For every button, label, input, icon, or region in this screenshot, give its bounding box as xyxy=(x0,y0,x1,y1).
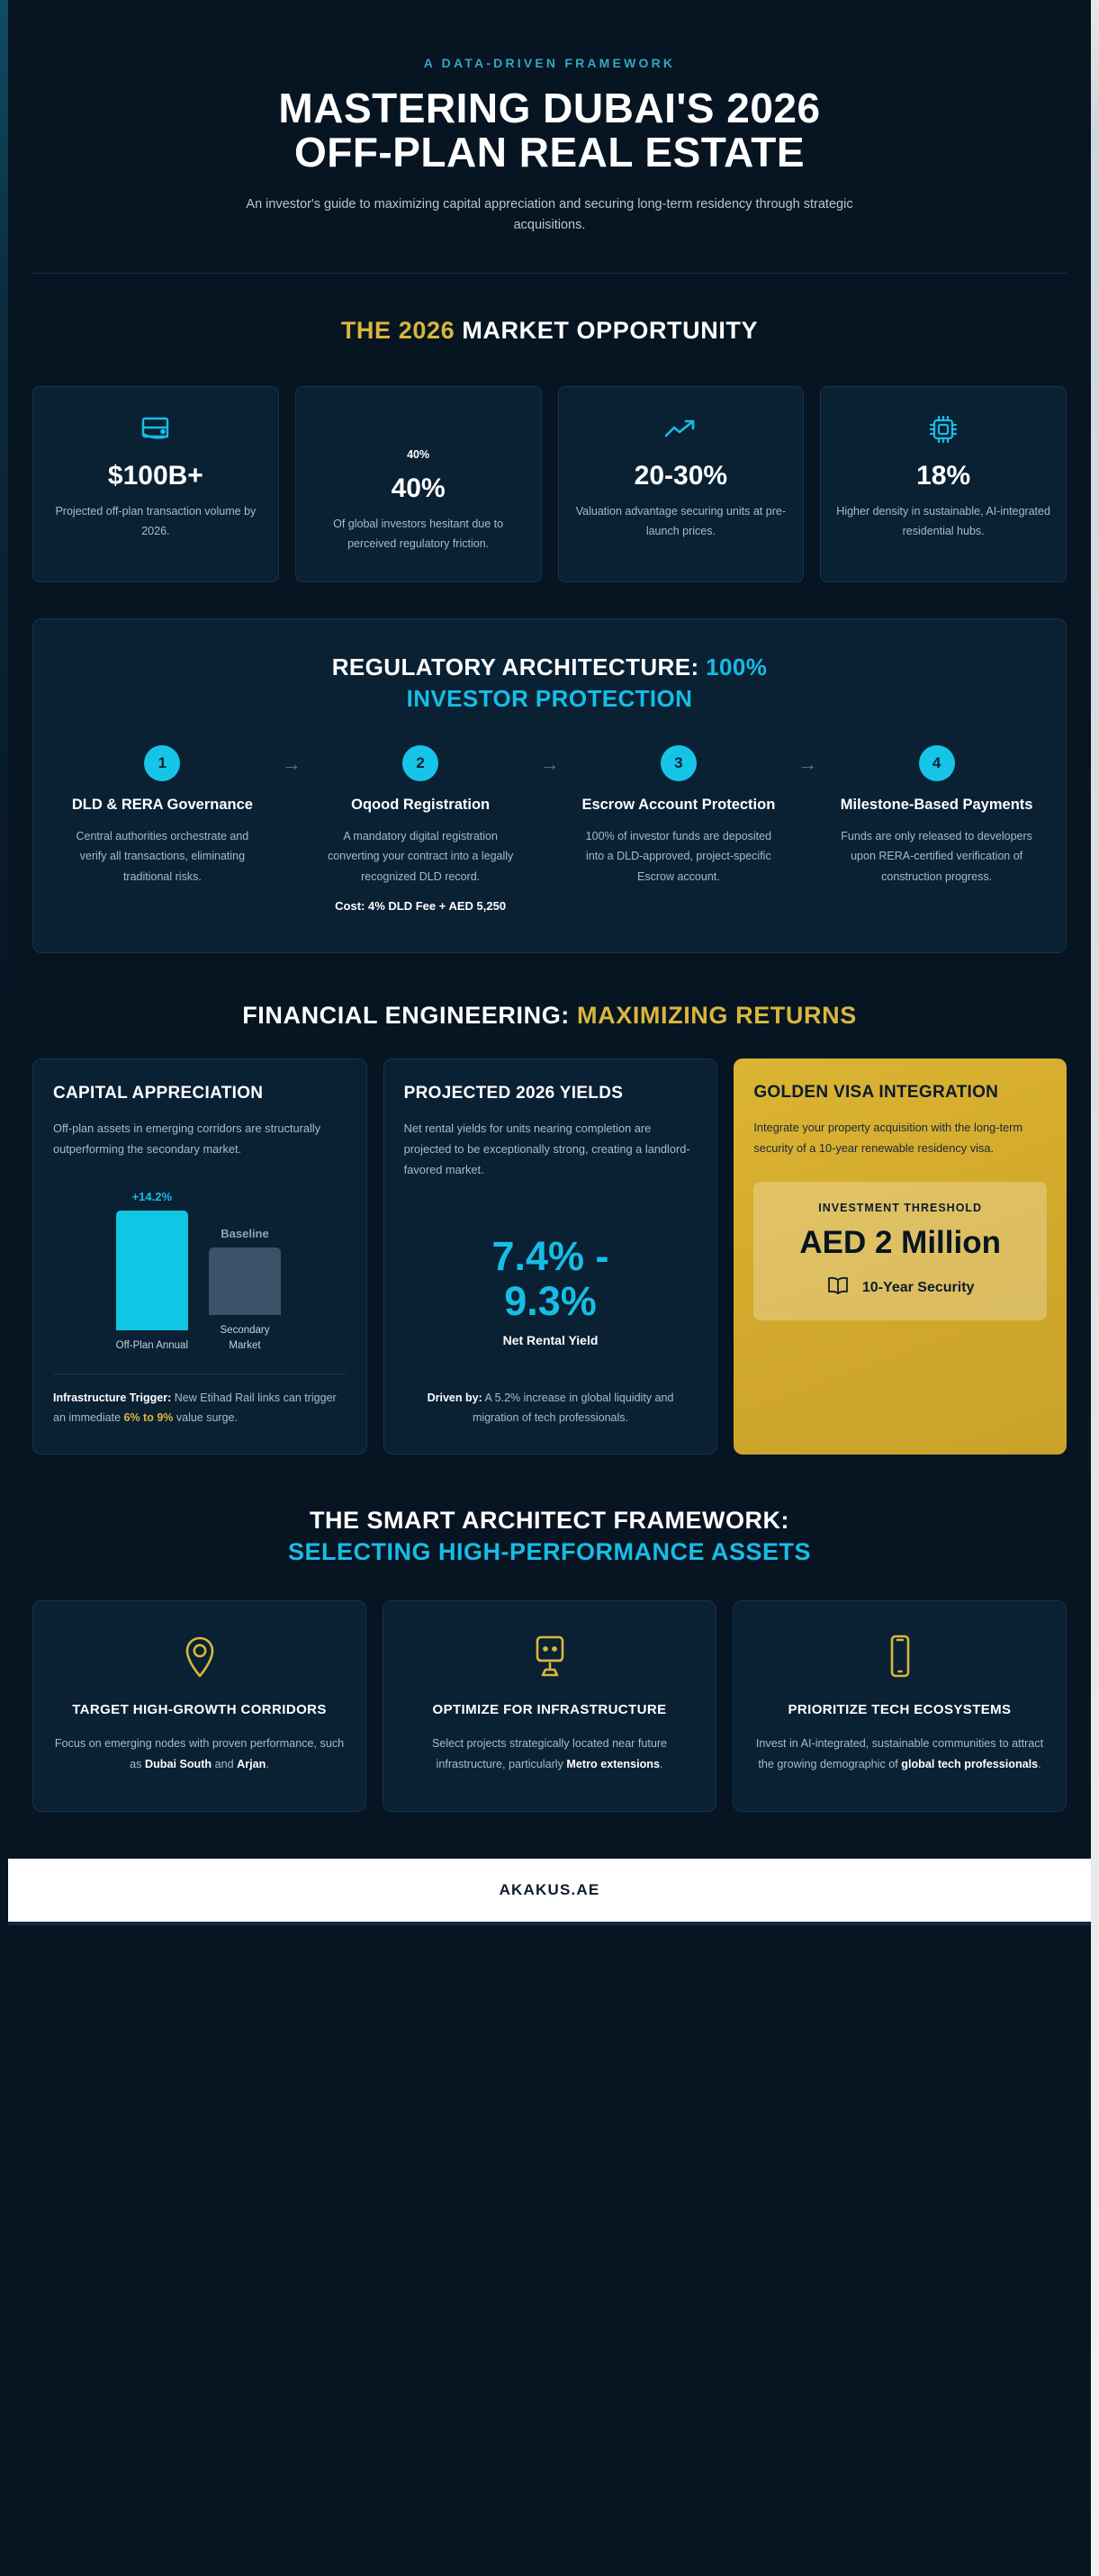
architect-text-3: . xyxy=(659,1757,663,1770)
capital-appreciation-card xyxy=(32,1058,367,1455)
left-edge-accent xyxy=(0,0,8,2576)
capital-card-title: CAPITAL APPRECIATION xyxy=(53,1083,264,1103)
threshold-label: INVESTMENT THRESHOLD xyxy=(818,1202,983,1215)
market-heading-gold: THE 2026 xyxy=(340,317,455,345)
stat-description: Projected off-plan transaction volume by 2026. xyxy=(55,505,257,538)
regulatory-step xyxy=(831,745,1042,887)
yields-card-title: PROJECTED 2026 YIELDS xyxy=(403,1083,624,1103)
stat-minilabel: 40% xyxy=(407,448,430,462)
market-stat-cards xyxy=(32,386,1067,582)
yield-driver-label: Driven by: xyxy=(427,1392,482,1405)
step-arrow-icon: → xyxy=(539,752,560,776)
step-cost: Cost: 4% DLD Fee + AED 5,250 xyxy=(335,898,507,913)
step-arrow-icon: → xyxy=(797,752,818,776)
yield-value-line-1: 7.4% - xyxy=(491,1232,609,1279)
stat-description: Valuation advantage securing units at pre-launch prices. xyxy=(575,505,786,538)
bar-value-label: Baseline xyxy=(221,1226,269,1240)
page-title xyxy=(32,86,1067,175)
architect-card-text xyxy=(403,1734,696,1776)
infrastructure-trigger-range: 6% to 9% xyxy=(123,1411,174,1425)
infrastructure-trigger-text-2: value surge. xyxy=(173,1411,238,1425)
step-number-badge: 1 xyxy=(144,745,180,781)
security-row xyxy=(768,1275,1032,1302)
bar-column-offplan xyxy=(116,1190,188,1354)
step-description: 100% of investor funds are deposited into a DLD-approved, project-specific Escrow account. xyxy=(585,830,772,883)
yield-value-line-2: 9.3% xyxy=(504,1278,597,1325)
financial-section-heading xyxy=(32,1002,1067,1030)
regulatory-panel xyxy=(32,618,1067,953)
infrastructure-trigger-label: Infrastructure Trigger: xyxy=(53,1392,172,1405)
step-description: Central authorities orchestrate and verify all transactions, eliminating traditional risks. xyxy=(76,830,249,883)
architect-bold-1: Metro extensions xyxy=(566,1757,660,1770)
step-arrow-icon: → xyxy=(281,752,302,776)
step-title: DLD & RERA Governance xyxy=(71,797,253,814)
yield-driver-text: A 5.2% increase in global liquidity and migration of tech professionals. xyxy=(473,1392,674,1425)
hero-divider xyxy=(32,273,1067,274)
stat-description: Of global investors hesitant due to perceived regulatory friction. xyxy=(333,518,504,551)
stat-card xyxy=(295,386,542,582)
bar-offplan-annual xyxy=(116,1211,188,1330)
regulatory-heading xyxy=(57,652,1042,715)
infrastructure-trigger-note xyxy=(53,1389,347,1428)
step-title: Escrow Account Protection xyxy=(581,797,776,814)
regulatory-steps xyxy=(57,745,1042,915)
architect-heading-line-1: THE SMART ARCHITECT FRAMEWORK: xyxy=(310,1507,789,1535)
architect-section-heading xyxy=(32,1507,1067,1566)
threshold-value: AED 2 Million xyxy=(799,1225,1001,1261)
open-book-icon xyxy=(826,1275,850,1302)
architect-cards xyxy=(32,1600,1067,1812)
yield-caption: Net Rental Yield xyxy=(502,1333,599,1348)
step-description: A mandatory digital registration converting your contract into a legally recognized DLD record. xyxy=(327,830,514,883)
hero-section xyxy=(32,0,1067,274)
bar-value-label: +14.2% xyxy=(131,1190,173,1204)
footer-brand: AKAKUS.AE xyxy=(499,1881,600,1899)
step-title: Milestone-Based Payments xyxy=(840,797,1033,814)
bar-category-label: Off-Plan Annual xyxy=(115,1340,188,1352)
architect-card-text xyxy=(753,1734,1046,1776)
architect-card-text xyxy=(53,1734,346,1776)
step-number-badge: 4 xyxy=(919,745,955,781)
architect-card-infrastructure xyxy=(383,1600,716,1812)
financial-heading-gold: MAXIMIZING RETURNS xyxy=(577,1001,857,1029)
stat-card xyxy=(558,386,805,582)
stat-card xyxy=(820,386,1067,582)
hero-subtitle: An investor's guide to maximizing capital appreciation and securing long-term residency through strategic acquisitions. xyxy=(246,196,853,233)
page-title-line-2: OFF-PLAN REAL ESTATE xyxy=(293,128,806,176)
financial-heading-white: FINANCIAL ENGINEERING: xyxy=(242,1001,570,1029)
architect-text-3: . xyxy=(1038,1757,1041,1770)
security-label: 10-Year Security xyxy=(861,1279,975,1295)
architect-card-title: TARGET HIGH-GROWTH CORRIDORS xyxy=(72,1702,327,1718)
architect-bold-2: Arjan xyxy=(237,1757,266,1770)
bar-secondary-market xyxy=(209,1247,281,1315)
regulatory-heading-line2: INVESTOR PROTECTION xyxy=(406,685,693,713)
architect-card-corridors xyxy=(32,1600,366,1812)
trending-up-icon xyxy=(663,410,698,448)
stat-value: 40% xyxy=(391,473,446,504)
golden-visa-body: Integrate your property acquisition with the long-term security of a 10-year renewable residency visa. xyxy=(753,1121,1023,1156)
footer xyxy=(0,1859,1099,1922)
bar-column-secondary xyxy=(206,1227,284,1355)
projected-yields-card xyxy=(383,1058,718,1455)
architect-card-title: PRIORITIZE TECH ECOSYSTEMS xyxy=(788,1702,1012,1718)
stat-value: 20-30% xyxy=(634,461,728,491)
architect-text-2: and xyxy=(212,1757,238,1770)
capital-card-body: Off-plan assets in emerging corridors are structurally outperforming the secondary market. xyxy=(53,1121,321,1157)
infrastructure-trigger-text-1: New Etihad Rail links can trigger an immediate xyxy=(53,1392,337,1425)
monitor-icon xyxy=(528,1632,572,1680)
yield-driver-note xyxy=(404,1389,698,1428)
golden-visa-card xyxy=(734,1058,1067,1455)
architect-text-1: Invest in AI-integrated, sustainable communities to attract the growing demographic of xyxy=(755,1736,1044,1770)
architect-card-title: OPTIMIZE FOR INFRASTRUCTURE xyxy=(432,1702,667,1718)
regulatory-heading-100: 100% xyxy=(706,653,768,681)
step-description: Funds are only released to developers upon RERA-certified verification of construction progress. xyxy=(841,830,1032,883)
regulatory-step xyxy=(315,745,527,915)
right-edge-accent xyxy=(1091,0,1099,2576)
map-pin-icon xyxy=(182,1632,218,1680)
yields-card-body: Net rental yields for units nearing completion are projected to be exceptionally strong, creating a landlord-favored market. xyxy=(403,1121,690,1177)
bar-category-label: Secondary Market xyxy=(220,1324,270,1352)
architect-bold-1: global tech professionals xyxy=(901,1757,1039,1770)
stat-description: Higher density in sustainable, AI-integrated residential hubs. xyxy=(836,505,1050,538)
golden-visa-title: GOLDEN VISA INTEGRATION xyxy=(753,1082,999,1102)
stat-value: $100B+ xyxy=(107,461,203,491)
smartphone-icon xyxy=(887,1632,914,1680)
market-heading-white: MARKET OPPORTUNITY xyxy=(462,317,759,345)
page-title-line-1: MASTERING DUBAI'S 2026 xyxy=(278,85,821,131)
architect-text-1: Focus on emerging nodes with proven performance, such as xyxy=(54,1736,345,1770)
cpu-chip-icon xyxy=(928,410,959,448)
architect-text-3: . xyxy=(266,1757,269,1770)
regulatory-heading-white: REGULATORY ARCHITECTURE: xyxy=(331,653,699,681)
architect-text-1: Select projects strategically located near future infrastructure, particularly xyxy=(431,1736,668,1770)
step-title: Oqood Registration xyxy=(351,797,491,814)
regulatory-step xyxy=(57,745,268,887)
regulatory-step xyxy=(573,745,785,887)
stat-value: 18% xyxy=(916,461,971,491)
footer-bottom-rule xyxy=(0,1922,1099,1925)
architect-bold-1: Dubai South xyxy=(144,1757,212,1770)
financial-cards xyxy=(32,1058,1067,1455)
yield-figure xyxy=(404,1214,698,1356)
hero-eyebrow: A DATA-DRIVEN FRAMEWORK xyxy=(423,56,676,70)
architect-card-tech xyxy=(733,1600,1067,1812)
step-number-badge: 3 xyxy=(661,745,697,781)
step-number-badge: 2 xyxy=(402,745,438,781)
architect-heading-line-2: SELECTING HIGH-PERFORMANCE ASSETS xyxy=(287,1538,812,1566)
wallet-icon xyxy=(140,410,171,448)
market-section-heading xyxy=(32,317,1067,345)
stat-card xyxy=(32,386,279,582)
appreciation-bar-chart xyxy=(53,1183,347,1354)
yield-value xyxy=(404,1234,698,1325)
investment-threshold-box xyxy=(753,1182,1047,1320)
